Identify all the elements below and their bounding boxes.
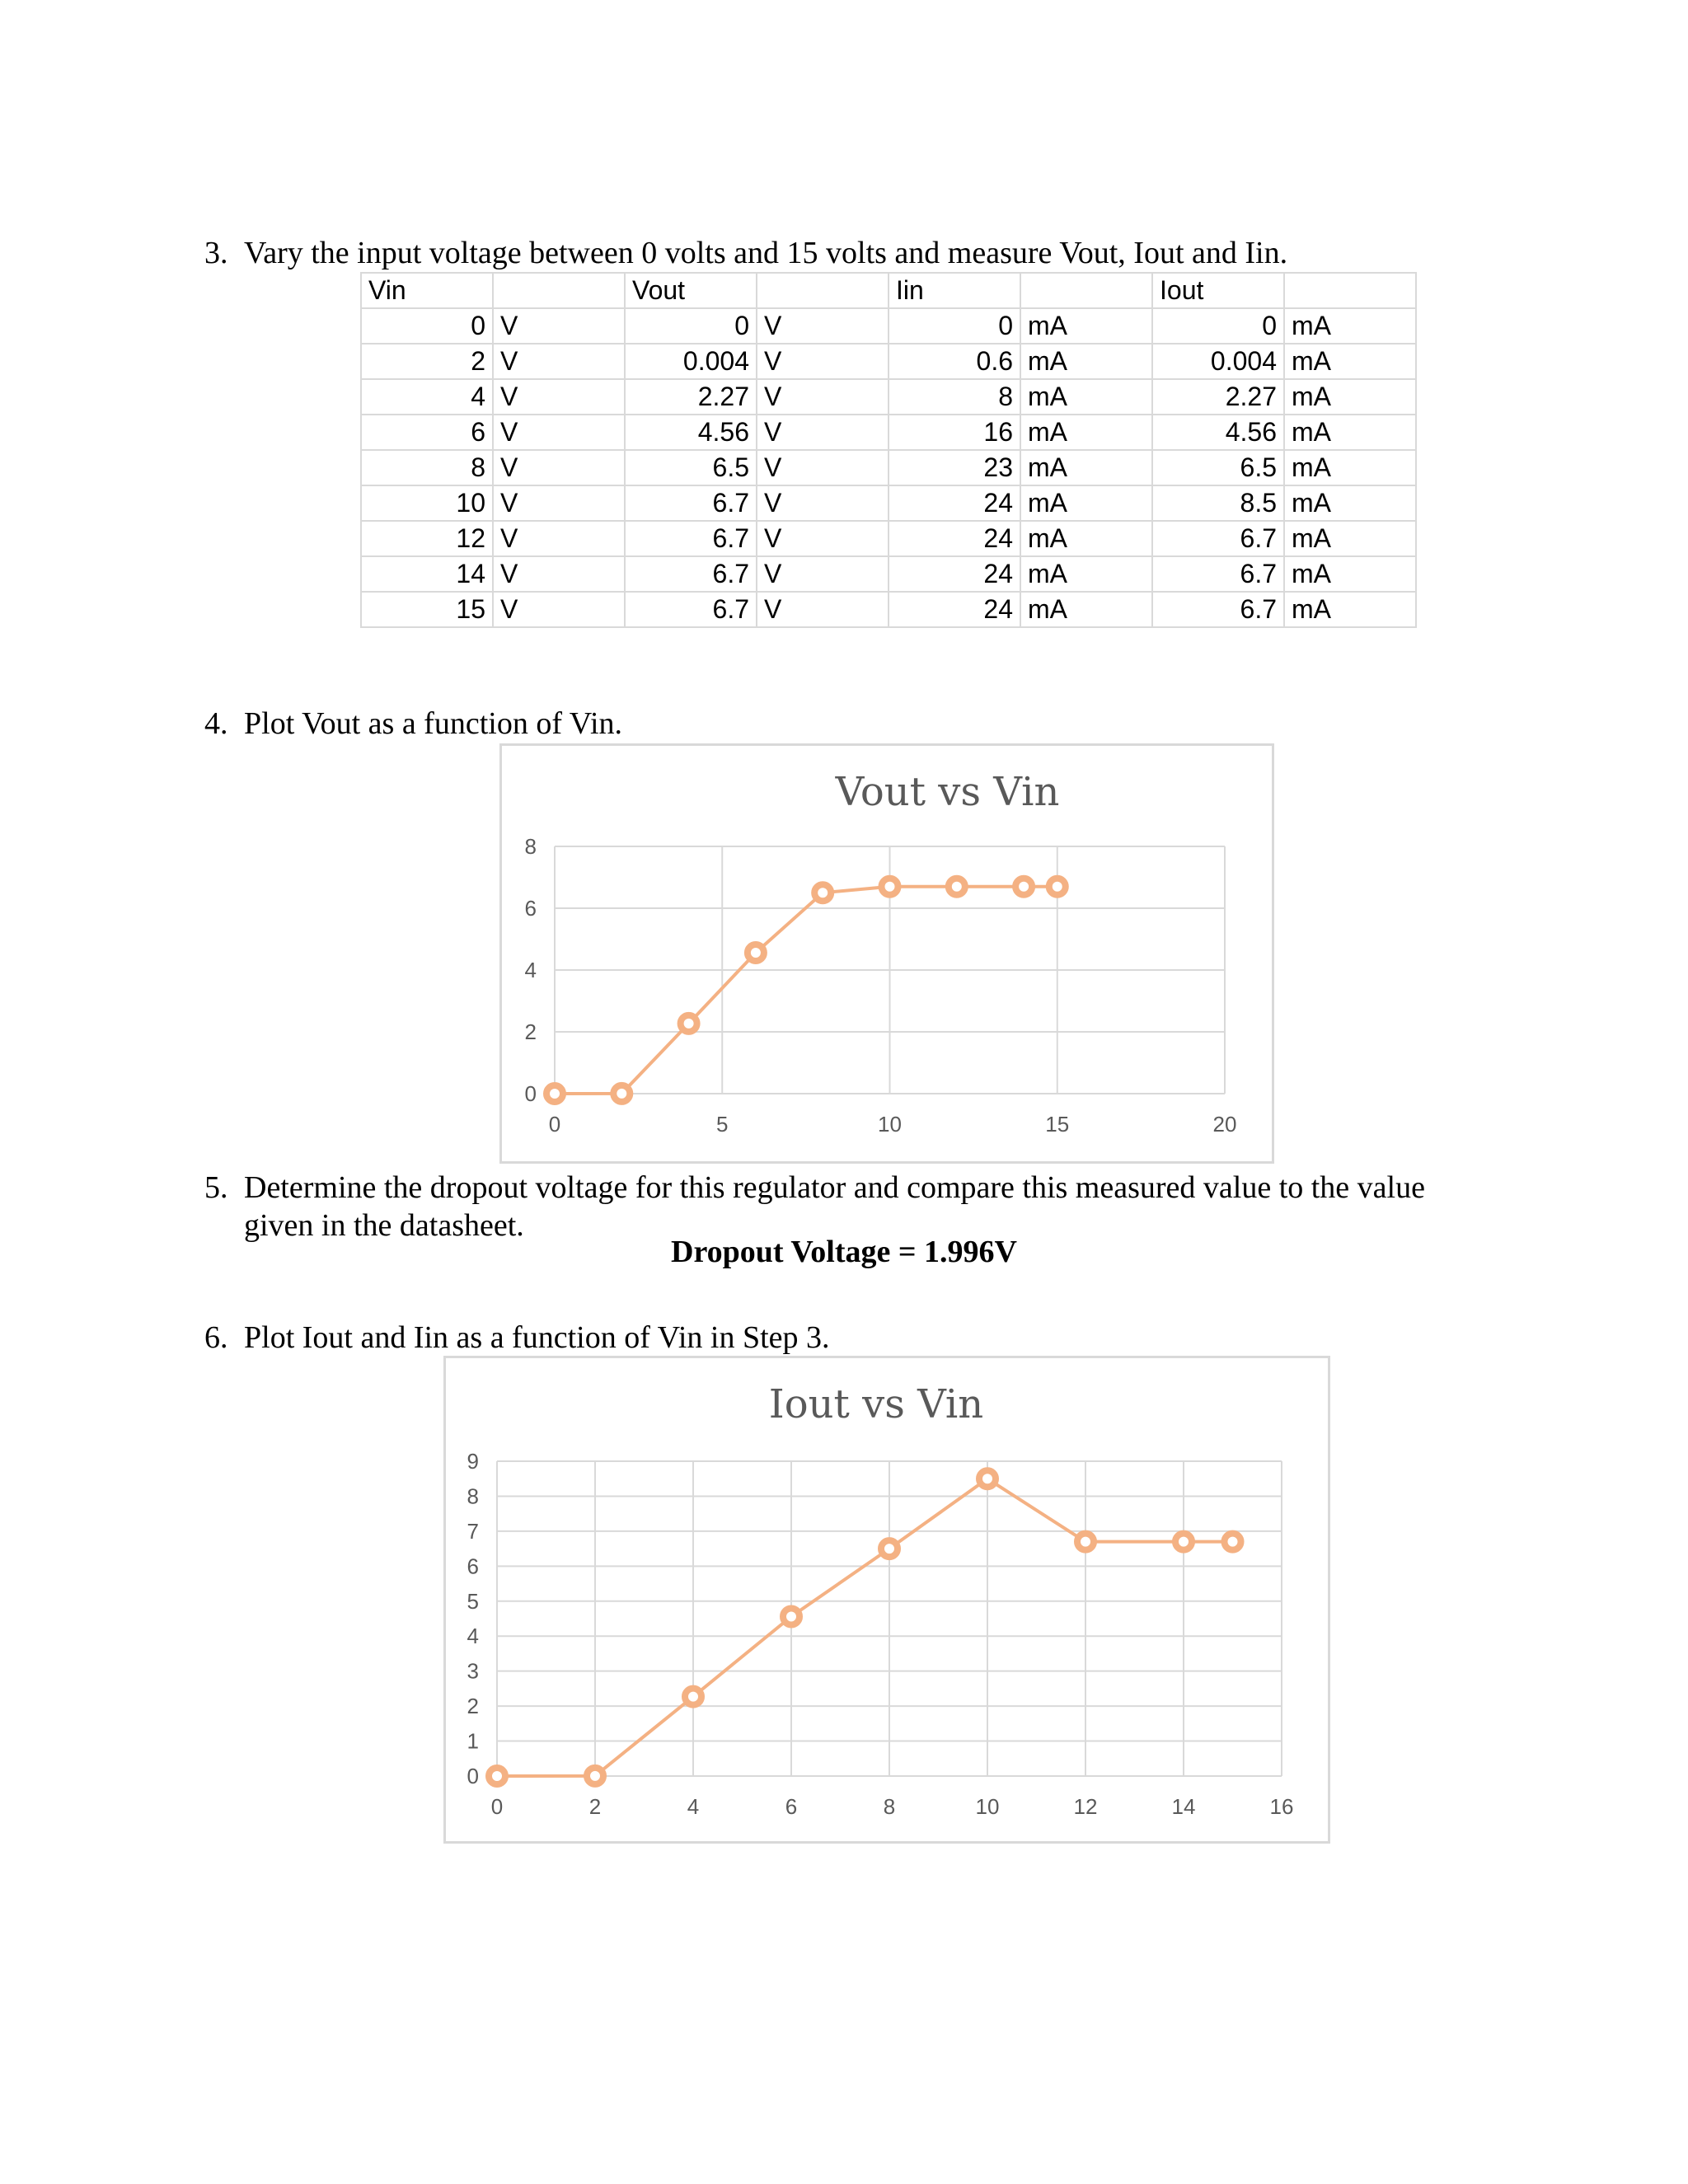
data-point — [546, 1085, 563, 1102]
cell-vout: 6.7 — [625, 521, 757, 556]
cell-iin: 24 — [889, 521, 1020, 556]
y-tick-label: 9 — [467, 1449, 479, 1474]
x-tick-label: 14 — [1171, 1794, 1196, 1819]
y-tick-label: 0 — [467, 1764, 479, 1788]
cell-iout-unit: mA — [1284, 556, 1416, 592]
header-empty — [493, 273, 625, 308]
step-3 — [204, 234, 1288, 272]
chart-title: Iout vs Vin — [768, 1381, 984, 1427]
y-tick-label: 3 — [467, 1658, 479, 1684]
y-tick-label: 6 — [524, 896, 537, 921]
dropout-voltage-result: Dropout Voltage = 1.996V — [671, 1235, 1017, 1269]
table-row — [361, 308, 1416, 344]
cell-iin: 24 — [889, 592, 1020, 627]
data-point — [489, 1768, 505, 1784]
cell-iout-unit: mA — [1284, 521, 1416, 556]
cell-vout-unit: V — [757, 592, 889, 627]
cell-vout: 6.7 — [625, 592, 757, 627]
cell-iin-unit: mA — [1020, 592, 1152, 627]
iout-vs-vin-chart — [443, 1356, 1330, 1844]
cell-iin: 16 — [889, 415, 1020, 450]
cell-iin-unit: mA — [1020, 556, 1152, 592]
cell-vout-unit: V — [757, 450, 889, 485]
x-tick-label: 12 — [1073, 1794, 1098, 1819]
header-empty — [1284, 273, 1416, 308]
cell-iout: 0.004 — [1152, 344, 1284, 379]
data-point — [1225, 1534, 1241, 1550]
x-tick-label: 16 — [1269, 1794, 1294, 1819]
cell-vin: 15 — [361, 592, 493, 627]
cell-vin-unit: V — [493, 308, 625, 344]
table-header-row — [361, 273, 1416, 308]
cell-iout-unit: mA — [1284, 344, 1416, 379]
cell-vin: 0 — [361, 308, 493, 344]
cell-iin-unit: mA — [1020, 521, 1152, 556]
y-tick-label: 4 — [467, 1624, 479, 1649]
cell-iout-unit: mA — [1284, 485, 1416, 521]
data-point — [1015, 879, 1032, 895]
x-tick-label: 4 — [687, 1794, 700, 1819]
x-tick-label: 15 — [1045, 1112, 1070, 1137]
vout-vs-vin-chart — [499, 743, 1274, 1164]
data-point — [783, 1608, 799, 1624]
cell-iout: 8.5 — [1152, 485, 1284, 521]
y-tick-label: 5 — [467, 1588, 479, 1614]
header-iin: Iin — [889, 273, 1020, 308]
y-tick-label: 8 — [524, 834, 537, 859]
series-line — [497, 1479, 1233, 1776]
cell-iout-unit: mA — [1284, 450, 1416, 485]
x-tick-label: 10 — [878, 1112, 902, 1137]
data-point — [881, 1540, 898, 1557]
series-line — [555, 887, 1057, 1094]
cell-iin: 8 — [889, 379, 1020, 415]
cell-vout: 4.56 — [625, 415, 757, 450]
x-tick-label: 6 — [785, 1794, 798, 1819]
cell-iin: 0.6 — [889, 344, 1020, 379]
x-tick-label: 10 — [975, 1794, 1000, 1819]
step-number: 4. — [204, 706, 228, 741]
table-row — [361, 415, 1416, 450]
measurement-table — [360, 272, 1417, 628]
x-tick-label: 5 — [716, 1112, 729, 1137]
header-vout: Vout — [625, 273, 757, 308]
cell-iin: 0 — [889, 308, 1020, 344]
header-iout: Iout — [1152, 273, 1284, 308]
cell-vout-unit: V — [757, 415, 889, 450]
x-tick-label: 2 — [588, 1794, 602, 1819]
y-tick-label: 4 — [524, 958, 537, 982]
cell-vin-unit: V — [493, 521, 625, 556]
data-point — [748, 944, 764, 961]
data-point — [949, 879, 965, 895]
cell-iout-unit: mA — [1284, 379, 1416, 415]
step-number: 5. — [204, 1170, 228, 1205]
cell-iout: 6.7 — [1152, 592, 1284, 627]
cell-vin: 14 — [361, 556, 493, 592]
cell-vin: 8 — [361, 450, 493, 485]
header-empty — [757, 273, 889, 308]
cell-vin-unit: V — [493, 450, 625, 485]
iout-vs-vin-plot — [446, 1358, 1333, 1846]
step-4 — [204, 705, 623, 743]
data-point — [613, 1085, 630, 1102]
data-point — [1077, 1534, 1094, 1550]
table-row — [361, 521, 1416, 556]
data-point — [979, 1470, 996, 1487]
y-tick-label: 8 — [467, 1483, 479, 1509]
step-text: Vary the input voltage between 0 volts and 15 volts and measure Vout, Iout and Iin. — [244, 236, 1288, 270]
cell-vout-unit: V — [757, 485, 889, 521]
data-point — [681, 1015, 697, 1032]
cell-iin: 24 — [889, 485, 1020, 521]
cell-vin: 12 — [361, 521, 493, 556]
cell-vin-unit: V — [493, 344, 625, 379]
cell-vout-unit: V — [757, 344, 889, 379]
cell-iin-unit: mA — [1020, 485, 1152, 521]
cell-iout-unit: mA — [1284, 415, 1416, 450]
data-point — [1049, 879, 1066, 895]
cell-iin-unit: mA — [1020, 344, 1152, 379]
cell-vin-unit: V — [493, 592, 625, 627]
y-tick-label: 1 — [467, 1728, 479, 1754]
table-row — [361, 450, 1416, 485]
cell-vout: 0.004 — [625, 344, 757, 379]
x-tick-label: 0 — [548, 1112, 561, 1137]
data-point — [685, 1689, 701, 1705]
cell-iin: 23 — [889, 450, 1020, 485]
x-tick-label: 8 — [883, 1794, 896, 1819]
cell-vin: 2 — [361, 344, 493, 379]
data-point — [882, 879, 898, 895]
cell-vin-unit: V — [493, 379, 625, 415]
x-tick-label: 20 — [1212, 1112, 1237, 1137]
cell-vout: 0 — [625, 308, 757, 344]
step-text: Plot Iout and Iin as a function of Vin in Step 3. — [244, 1320, 830, 1355]
cell-vout: 2.27 — [625, 379, 757, 415]
y-tick-label: 2 — [467, 1694, 479, 1719]
cell-vout: 6.7 — [625, 485, 757, 521]
cell-vout-unit: V — [757, 379, 889, 415]
cell-iout: 6.7 — [1152, 521, 1284, 556]
cell-vin: 4 — [361, 379, 493, 415]
cell-vin: 10 — [361, 485, 493, 521]
table-row — [361, 485, 1416, 521]
cell-iout: 6.7 — [1152, 556, 1284, 592]
table-row — [361, 592, 1416, 627]
cell-vin-unit: V — [493, 556, 625, 592]
header-vin: Vin — [361, 273, 493, 308]
x-tick-label: 0 — [490, 1794, 504, 1819]
step-6 — [204, 1319, 830, 1357]
cell-iout: 4.56 — [1152, 415, 1284, 450]
cell-vin-unit: V — [493, 415, 625, 450]
data-point — [1175, 1534, 1192, 1550]
step-text: Determine the dropout voltage for this regulator and compare this measured value to the value given in the datasheet. — [244, 1170, 1425, 1243]
step-text: Plot Vout as a function of Vin. — [244, 706, 623, 741]
cell-iout-unit: mA — [1284, 592, 1416, 627]
cell-iout: 6.5 — [1152, 450, 1284, 485]
cell-iin: 24 — [889, 556, 1020, 592]
cell-iout-unit: mA — [1284, 308, 1416, 344]
table-row — [361, 379, 1416, 415]
data-point — [587, 1768, 603, 1784]
table-row — [361, 556, 1416, 592]
vout-vs-vin-plot — [502, 746, 1277, 1166]
data-point — [814, 884, 831, 901]
cell-vout-unit: V — [757, 521, 889, 556]
y-tick-label: 7 — [467, 1518, 479, 1544]
chart-title: Vout vs Vin — [835, 769, 1060, 815]
cell-vout: 6.7 — [625, 556, 757, 592]
cell-vin-unit: V — [493, 485, 625, 521]
y-tick-label: 0 — [524, 1081, 537, 1106]
cell-iout: 2.27 — [1152, 379, 1284, 415]
step-number: 6. — [204, 1320, 228, 1355]
cell-iin-unit: mA — [1020, 450, 1152, 485]
cell-vout-unit: V — [757, 308, 889, 344]
table-row — [361, 344, 1416, 379]
y-tick-label: 6 — [467, 1554, 479, 1579]
cell-vout: 6.5 — [625, 450, 757, 485]
cell-iin-unit: mA — [1020, 308, 1152, 344]
step-number: 3. — [204, 236, 228, 270]
cell-vout-unit: V — [757, 556, 889, 592]
cell-iin-unit: mA — [1020, 415, 1152, 450]
cell-vin: 6 — [361, 415, 493, 450]
cell-iout: 0 — [1152, 308, 1284, 344]
header-empty — [1020, 273, 1152, 308]
cell-iin-unit: mA — [1020, 379, 1152, 415]
y-tick-label: 2 — [524, 1019, 537, 1044]
